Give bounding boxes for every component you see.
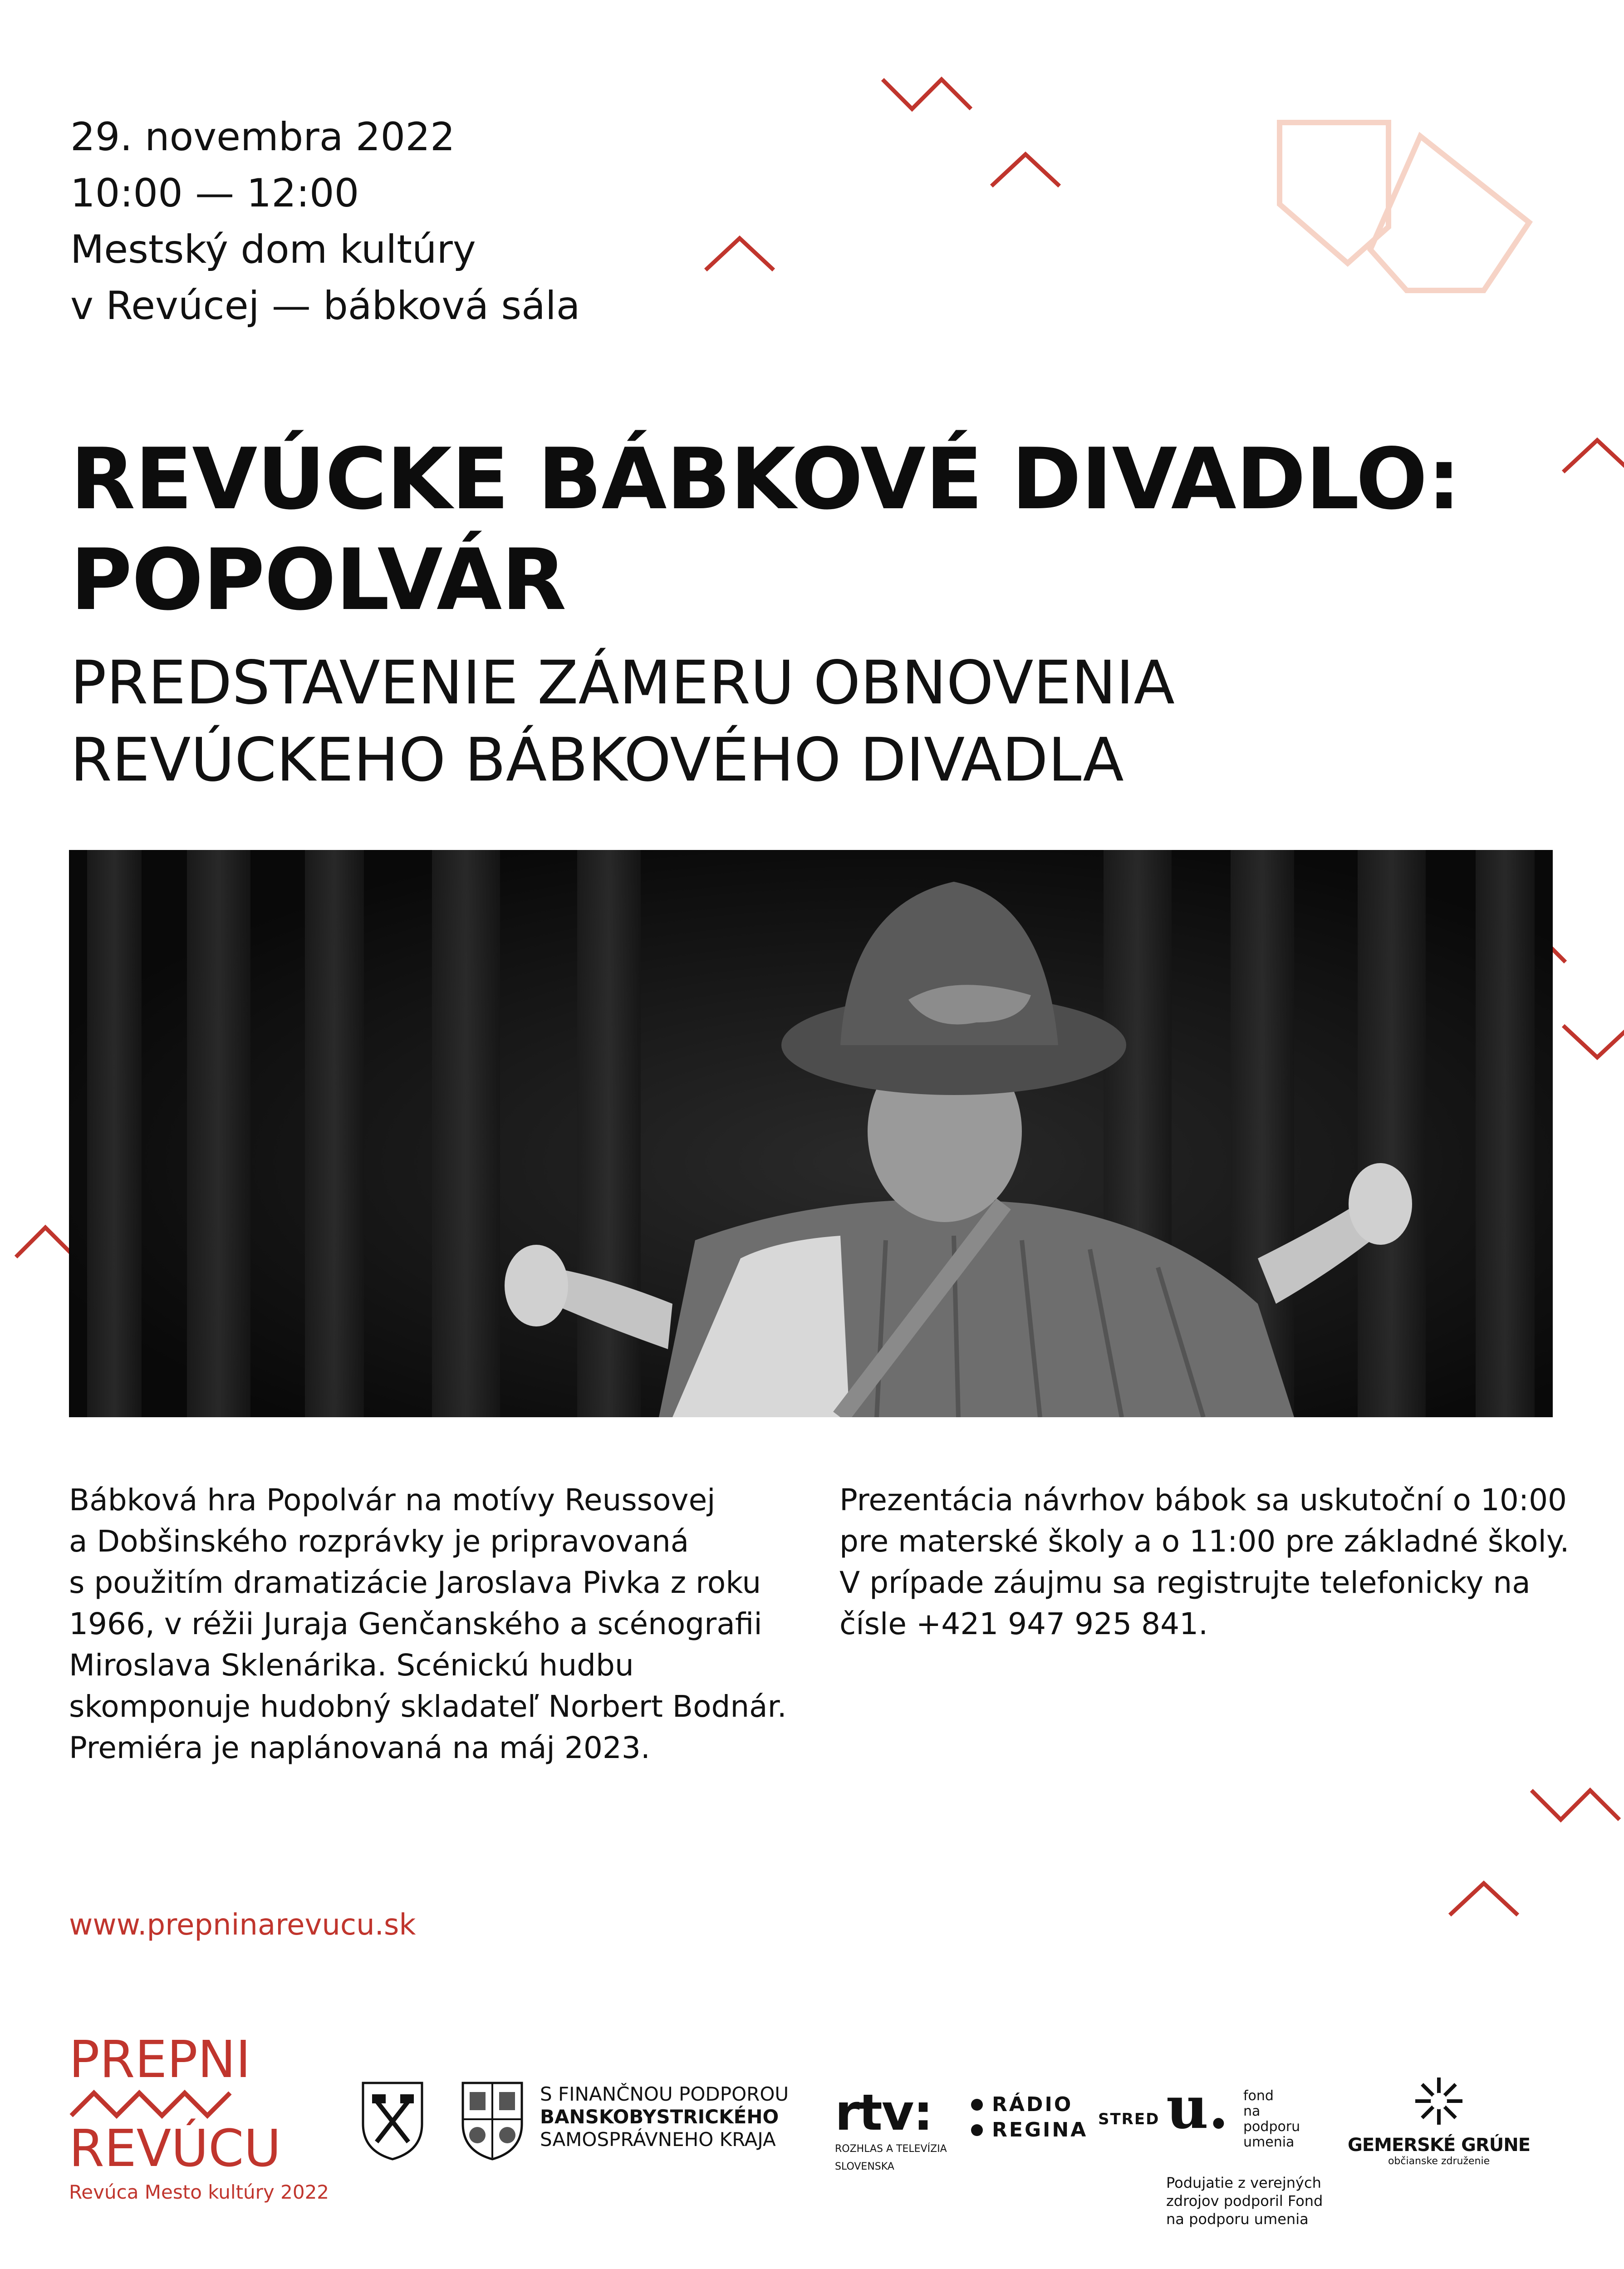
subtitle-line1: PREDSTAVENIE ZÁMERU OBNOVENIA xyxy=(70,648,1175,718)
sunburst-icon xyxy=(1412,2074,1466,2128)
chevron-decoration-6 xyxy=(1561,1021,1624,1062)
event-venue-line1: Mestský dom kultúry xyxy=(70,227,476,272)
chevron-decoration-3 xyxy=(703,234,776,275)
rtvs-logo xyxy=(835,2083,947,2173)
fpu-logo xyxy=(1166,2074,1300,2150)
fpu-name: fond na podporu umenia xyxy=(1243,2088,1300,2150)
rtv-sub2: SLOVENSKA xyxy=(835,2161,894,2172)
brand-word1: PREPNI xyxy=(69,2030,251,2089)
radio-stred-label: STRED xyxy=(1098,2110,1160,2128)
page-subtitle xyxy=(70,644,1175,799)
prepni-revucu-logo xyxy=(69,2030,329,2203)
brand-tagline: Revúca Mesto kultúry 2022 xyxy=(69,2181,329,2203)
event-date: 29. novembra 2022 xyxy=(70,114,455,160)
description-left: Bábková hra Popolvár na motívy Reussovej a Dobšinského rozprávky je pripravovaná s použitím dramatizácie Jaroslava Pivka z roku 1966, v réžii Juraja Genčanského a scénografii Miroslava Sklenárika. Scénickú hudbu skomponuje hudobný skladateľ Norbert Bodnár. Premiéra je naplánovaná na máj 2023. xyxy=(69,1483,787,1765)
event-venue-line2: v Revúcej — bábková sála xyxy=(70,283,580,329)
title-line1: REVÚCKE BÁBKOVÉ DIVADLO: xyxy=(70,430,1461,528)
gemerske-grune-logo xyxy=(1348,2074,1530,2167)
puppet-theatre-photo xyxy=(69,850,1553,1417)
chevron-decoration-10 xyxy=(1447,1879,1520,1920)
radio-dot-icon xyxy=(971,2099,983,2111)
support-line2: BANSKOBYSTRICKÉHO xyxy=(540,2106,779,2128)
chevron-decoration-9 xyxy=(1529,1783,1624,1829)
chevron-decoration-2 xyxy=(989,150,1062,191)
gemer-name: GEMERSKÉ GRÚNE xyxy=(1348,2135,1531,2156)
radio-regina-logo xyxy=(971,2092,1088,2143)
description-right: Prezentácia návrhov bábok sa uskutoční o 10:00 pre materské školy a o 11:00 pre základné školy. V prípade záujmu sa registrujte telefonicky na čísle +421 947 925 841. xyxy=(839,1483,1570,1641)
website-link[interactable]: www.prepninarevucu.sk xyxy=(69,1908,416,1942)
shield-outline-decoration xyxy=(1271,118,1543,300)
bbsk-coat-of-arms-icon xyxy=(458,2078,526,2162)
rtv-sub1: ROZHLAS A TELEVÍZIA xyxy=(835,2143,947,2155)
bbsk-support-text xyxy=(540,2083,789,2151)
subtitle-line2: REVÚCKEHO BÁBKOVÉHO DIVADLA xyxy=(70,725,1124,795)
radio-line2: REGINA xyxy=(992,2118,1088,2141)
rtv-logo-mark: rtv: xyxy=(835,2083,932,2141)
support-line3: SAMOSPRÁVNEHO KRAJA xyxy=(540,2128,776,2151)
page-title xyxy=(70,429,1461,630)
revuca-coat-of-arms-icon xyxy=(358,2078,427,2162)
event-info xyxy=(70,109,580,334)
brand-word2: REVÚCU xyxy=(69,2119,281,2178)
gemer-sub: občianske združenie xyxy=(1388,2156,1490,2167)
event-time: 10:00 — 12:00 xyxy=(70,171,359,216)
support-line1: S FINANČNOU PODPOROU xyxy=(540,2083,789,2105)
title-line2: POPOLVÁR xyxy=(70,530,566,629)
brand-zigzag-icon xyxy=(69,2088,232,2120)
chevron-decoration-4 xyxy=(1561,436,1624,476)
fpu-mark: u. xyxy=(1166,2074,1229,2142)
fund-note: Podujatie z verejných zdrojov podporil Fond na podporu umenia xyxy=(1166,2174,1323,2228)
radio-line1: RÁDIO xyxy=(992,2093,1073,2116)
chevron-decoration-1 xyxy=(880,73,976,118)
radio-dot-icon xyxy=(971,2124,983,2136)
